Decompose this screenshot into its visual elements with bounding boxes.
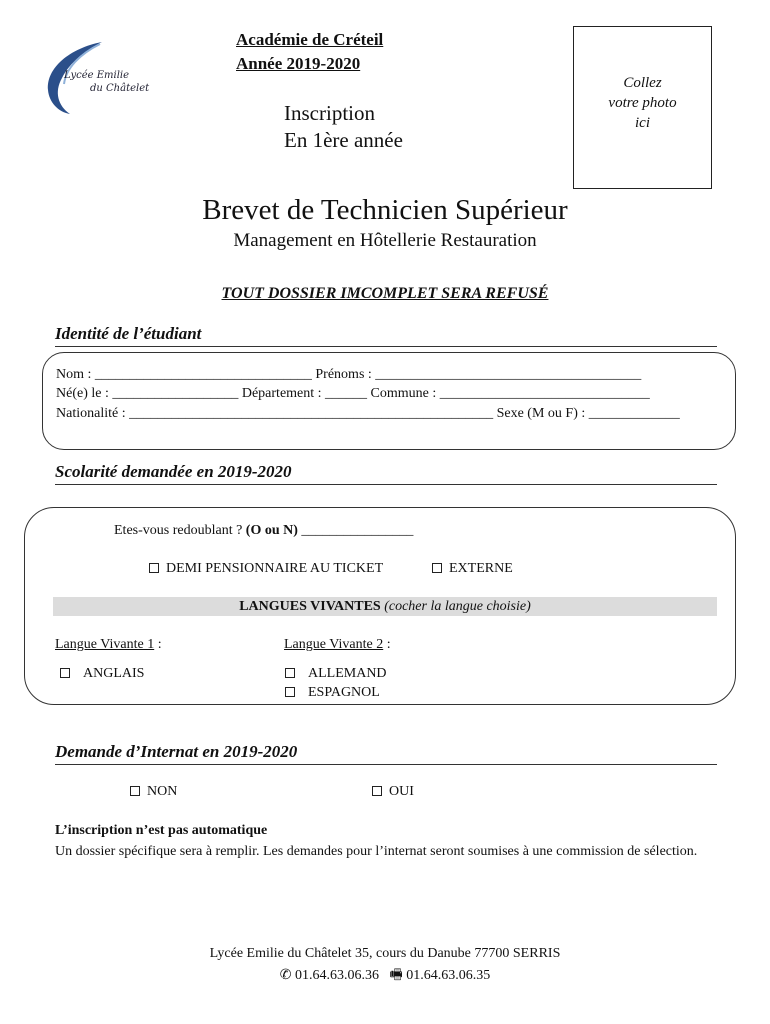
checkbox-icon[interactable] — [130, 786, 140, 796]
identite-heading: Identité de l’étudiant — [55, 324, 717, 347]
naissance-line[interactable]: Né(e) le : __________________ Département : ______ Commune : ______________________________ — [56, 386, 650, 401]
lv1-label: Langue Vivante 1 — [55, 637, 155, 652]
regime-externe-label: EXTERNE — [449, 561, 513, 576]
redoublant-field[interactable]: ________________ — [301, 523, 414, 538]
footer-address: Lycée Emilie du Châtelet 35, cours du Danube 77700 SERRIS — [209, 946, 561, 961]
page-title: Brevet de Technicien Supérieur — [202, 194, 568, 226]
academie-heading: Académie de Créteil — [236, 30, 384, 49]
internat-note-title: L’inscription n’est pas automatique — [55, 823, 268, 838]
lv2-label: Langue Vivante 2 — [284, 637, 384, 652]
lv2-option-allemand[interactable] — [285, 666, 387, 682]
logo-text-line1: Lycée Emilie — [64, 70, 130, 81]
internat-oui-label: OUI — [389, 784, 414, 799]
nom-prenoms-line[interactable]: Nom : _______________________________ Prénoms : ______________________________________ — [56, 367, 642, 382]
footer-fax: 01.64.63.06.35 — [406, 968, 491, 983]
lv2-option-espagnol[interactable] — [285, 685, 380, 701]
internat-non-label: NON — [147, 784, 178, 799]
langues-hint: (cocher la langue choisie) — [384, 599, 531, 614]
photo-text-1: Collez — [623, 75, 662, 91]
photo-box — [573, 26, 712, 189]
redoublant-question: Etes-vous redoublant ? — [114, 523, 243, 538]
lv1-option-anglais[interactable] — [60, 666, 144, 682]
annee-heading: Année 2019-2020 — [236, 54, 361, 73]
photo-text-3: ici — [635, 115, 650, 131]
nationalite-line[interactable]: Nationalité : ____________________________________________________ Sexe (M ou F) : _____________ — [56, 406, 680, 421]
internat-heading: Demande d’Internat en 2019-2020 — [55, 742, 717, 765]
checkbox-icon[interactable] — [149, 563, 159, 573]
photo-text-2: votre photo — [608, 95, 677, 111]
lv1-colon: : — [154, 637, 162, 652]
langues-title: LANGUES VIVANTES — [239, 599, 381, 614]
lv2-label-row — [284, 637, 391, 653]
lv1-option-label: ANGLAIS — [83, 666, 145, 681]
langues-band — [53, 597, 717, 616]
footer-phone: 01.64.63.06.36 — [295, 968, 379, 983]
inscription-label: Inscription — [284, 101, 375, 125]
regime-demi-label: DEMI PENSIONNAIRE AU TICKET — [166, 561, 384, 576]
checkbox-icon[interactable] — [432, 563, 442, 573]
redoublant-options: (O ou N) — [245, 523, 298, 538]
footer-contact — [0, 964, 770, 988]
regime-externe-option[interactable] — [432, 561, 513, 577]
lv2-colon: : — [383, 637, 391, 652]
internat-oui-option[interactable] — [372, 784, 414, 800]
internat-non-option[interactable] — [130, 784, 177, 800]
redoublant-row — [114, 523, 413, 539]
school-logo — [40, 40, 190, 120]
incomplete-warning: TOUT DOSSIER IMCOMPLET SERA REFUSÉ — [221, 285, 549, 302]
internat-note-text: Un dossier spécifique sera à remplir. Les demandes pour l’internat seront soumises à une commission de sélection. — [55, 844, 698, 859]
niveau-label: En 1ère année — [284, 128, 403, 152]
logo-text-line2: du Châtelet — [90, 83, 150, 94]
lv2-option-label: ESPAGNOL — [308, 685, 380, 700]
checkbox-icon[interactable] — [372, 786, 382, 796]
phone-icon: ✆ — [279, 968, 292, 983]
fax-icon: 🖷 — [389, 968, 403, 983]
checkbox-icon[interactable] — [285, 668, 295, 678]
regime-demi-option[interactable] — [149, 561, 383, 577]
checkbox-icon[interactable] — [60, 668, 70, 678]
checkbox-icon[interactable] — [285, 687, 295, 697]
scolarite-heading: Scolarité demandée en 2019-2020 — [55, 462, 717, 485]
page-subtitle: Management en Hôtellerie Restauration — [233, 230, 537, 251]
lv1-label-row — [55, 637, 162, 653]
lv2-option-label: ALLEMAND — [308, 666, 387, 681]
